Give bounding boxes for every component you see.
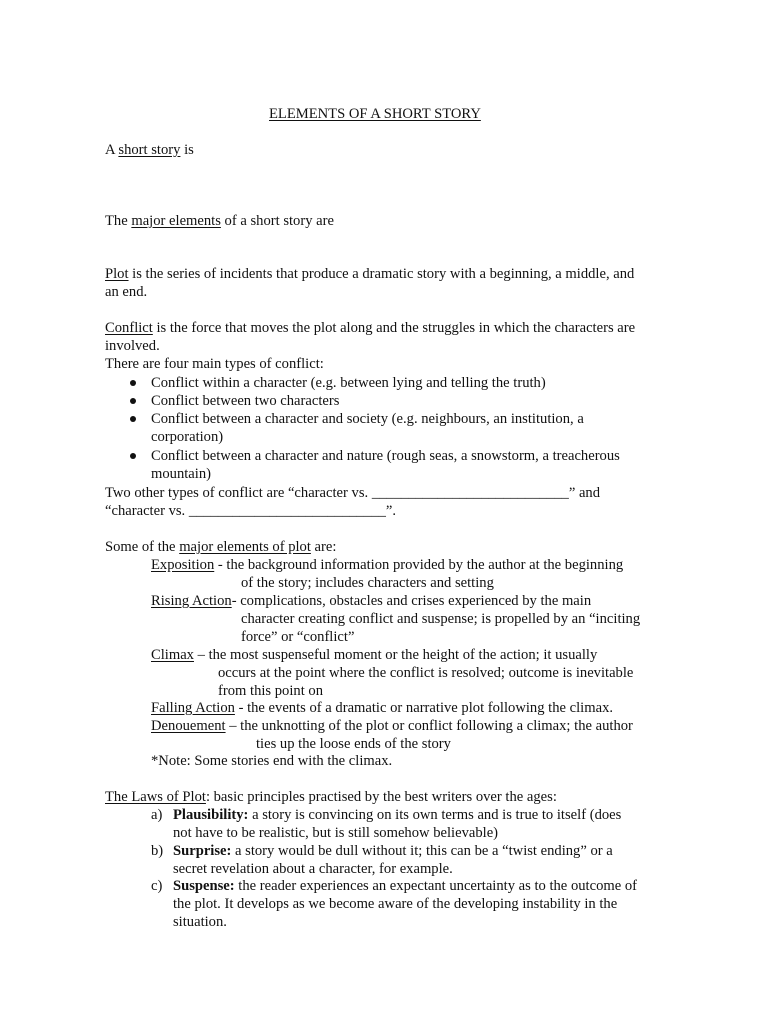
law-marker-a: a) — [151, 807, 163, 823]
conflict-type-item: Conflict between two characters — [151, 393, 340, 409]
climax-line-1: Climax – the most suspenseful moment or the height of the action; it usually — [151, 647, 598, 663]
term-denouement: Denouement — [151, 718, 226, 734]
law-surprise-line-2: secret revelation about a character, for example. — [173, 861, 453, 877]
law-marker-b: b) — [151, 843, 164, 859]
exposition-line-1: Exposition - the background information provided by the author at the beginning — [151, 557, 624, 573]
term-major-elements-of-plot: major elements of plot — [179, 539, 311, 555]
document-title: ELEMENTS OF A SHORT STORY — [269, 106, 481, 122]
law-suspense-line-3: situation. — [173, 914, 227, 930]
law-suspense-line-2: the plot. It develops as we become aware of the developing instability in the — [173, 896, 618, 912]
term-plausibility: Plausibility: — [173, 807, 249, 823]
conflict-type-item: Conflict within a character (e.g. between lying and telling the truth) — [151, 375, 546, 391]
denouement-line-1: Denouement – the unknotting of the plot or conflict following a climax; the author — [151, 718, 633, 734]
climax-line-2: occurs at the point where the conflict is resolved; outcome is inevitable — [218, 665, 634, 681]
other-conflict-line-1: Two other types of conflict are “character vs. ___________________________” and — [105, 485, 601, 501]
plot-definition-line-1: Plot is the series of incidents that produce a dramatic story with a beginning, a middle, and — [105, 266, 635, 282]
law-plausibility-line-1: Plausibility: a story is convincing on its own terms and is true to itself (does — [173, 807, 622, 823]
law-marker-c: c) — [151, 878, 163, 894]
rising-action-line-1: Rising Action- complications, obstacles and crises experienced by the main — [151, 593, 592, 609]
bullet-icon — [130, 453, 136, 459]
bullet-icon — [130, 398, 136, 404]
other-conflict-line-2: “character vs. ___________________________”. — [105, 503, 396, 519]
plot-elements-intro: Some of the major elements of plot are: — [105, 539, 337, 555]
conflict-types-intro: There are four main types of conflict: — [105, 356, 324, 372]
term-climax: Climax — [151, 647, 194, 663]
term-short-story: short story — [118, 142, 181, 158]
law-plausibility-line-2: not have to be realistic, but is still somehow believable) — [173, 825, 499, 841]
conflict-type-item-continued: mountain) — [151, 466, 211, 482]
climax-note: *Note: Some stories end with the climax. — [151, 753, 393, 769]
term-surprise: Surprise: — [173, 843, 232, 859]
falling-action-line-1: Falling Action - the events of a dramatic or narrative plot following the climax. — [151, 700, 614, 716]
term-laws-of-plot: The Laws of Plot — [105, 789, 206, 805]
term-exposition: Exposition — [151, 557, 215, 573]
term-falling-action: Falling Action — [151, 700, 235, 716]
climax-line-3: from this point on — [218, 683, 323, 699]
rising-action-line-2: character creating conflict and suspense; is propelled by an “inciting — [241, 611, 641, 627]
conflict-type-item: Conflict between a character and society (e.g. neighbours, an institution, a — [151, 411, 584, 427]
plot-definition-line-2: an end. — [105, 284, 148, 300]
exposition-line-2: of the story; includes characters and setting — [241, 575, 494, 591]
denouement-line-2: ties up the loose ends of the story — [256, 736, 451, 752]
conflict-type-item: Conflict between a character and nature (rough seas, a snowstorm, a treacherous — [151, 448, 620, 464]
term-conflict: Conflict — [105, 320, 153, 336]
major-elements-prompt: The major elements of a short story are — [105, 213, 334, 229]
bullet-icon — [130, 416, 136, 422]
conflict-definition-line-2: involved. — [105, 338, 160, 354]
bullet-icon — [130, 380, 136, 386]
term-suspense: Suspense: — [173, 878, 235, 894]
conflict-type-item-continued: corporation) — [151, 429, 224, 445]
term-rising-action: Rising Action — [151, 593, 232, 609]
law-suspense-line-1: Suspense: the reader experiences an expectant uncertainty as to the outcome of — [173, 878, 637, 894]
short-story-prompt: A short story is — [105, 142, 194, 158]
rising-action-line-3: force” or “conflict” — [241, 629, 355, 645]
term-plot: Plot — [105, 266, 129, 282]
laws-of-plot-intro: The Laws of Plot: basic principles practised by the best writers over the ages: — [105, 789, 557, 805]
conflict-definition-line-1: Conflict is the force that moves the plot along and the struggles in which the characters are — [105, 320, 636, 336]
term-major-elements: major elements — [131, 213, 221, 229]
law-surprise-line-1: Surprise: a story would be dull without it; this can be a “twist ending” or a — [173, 843, 613, 859]
